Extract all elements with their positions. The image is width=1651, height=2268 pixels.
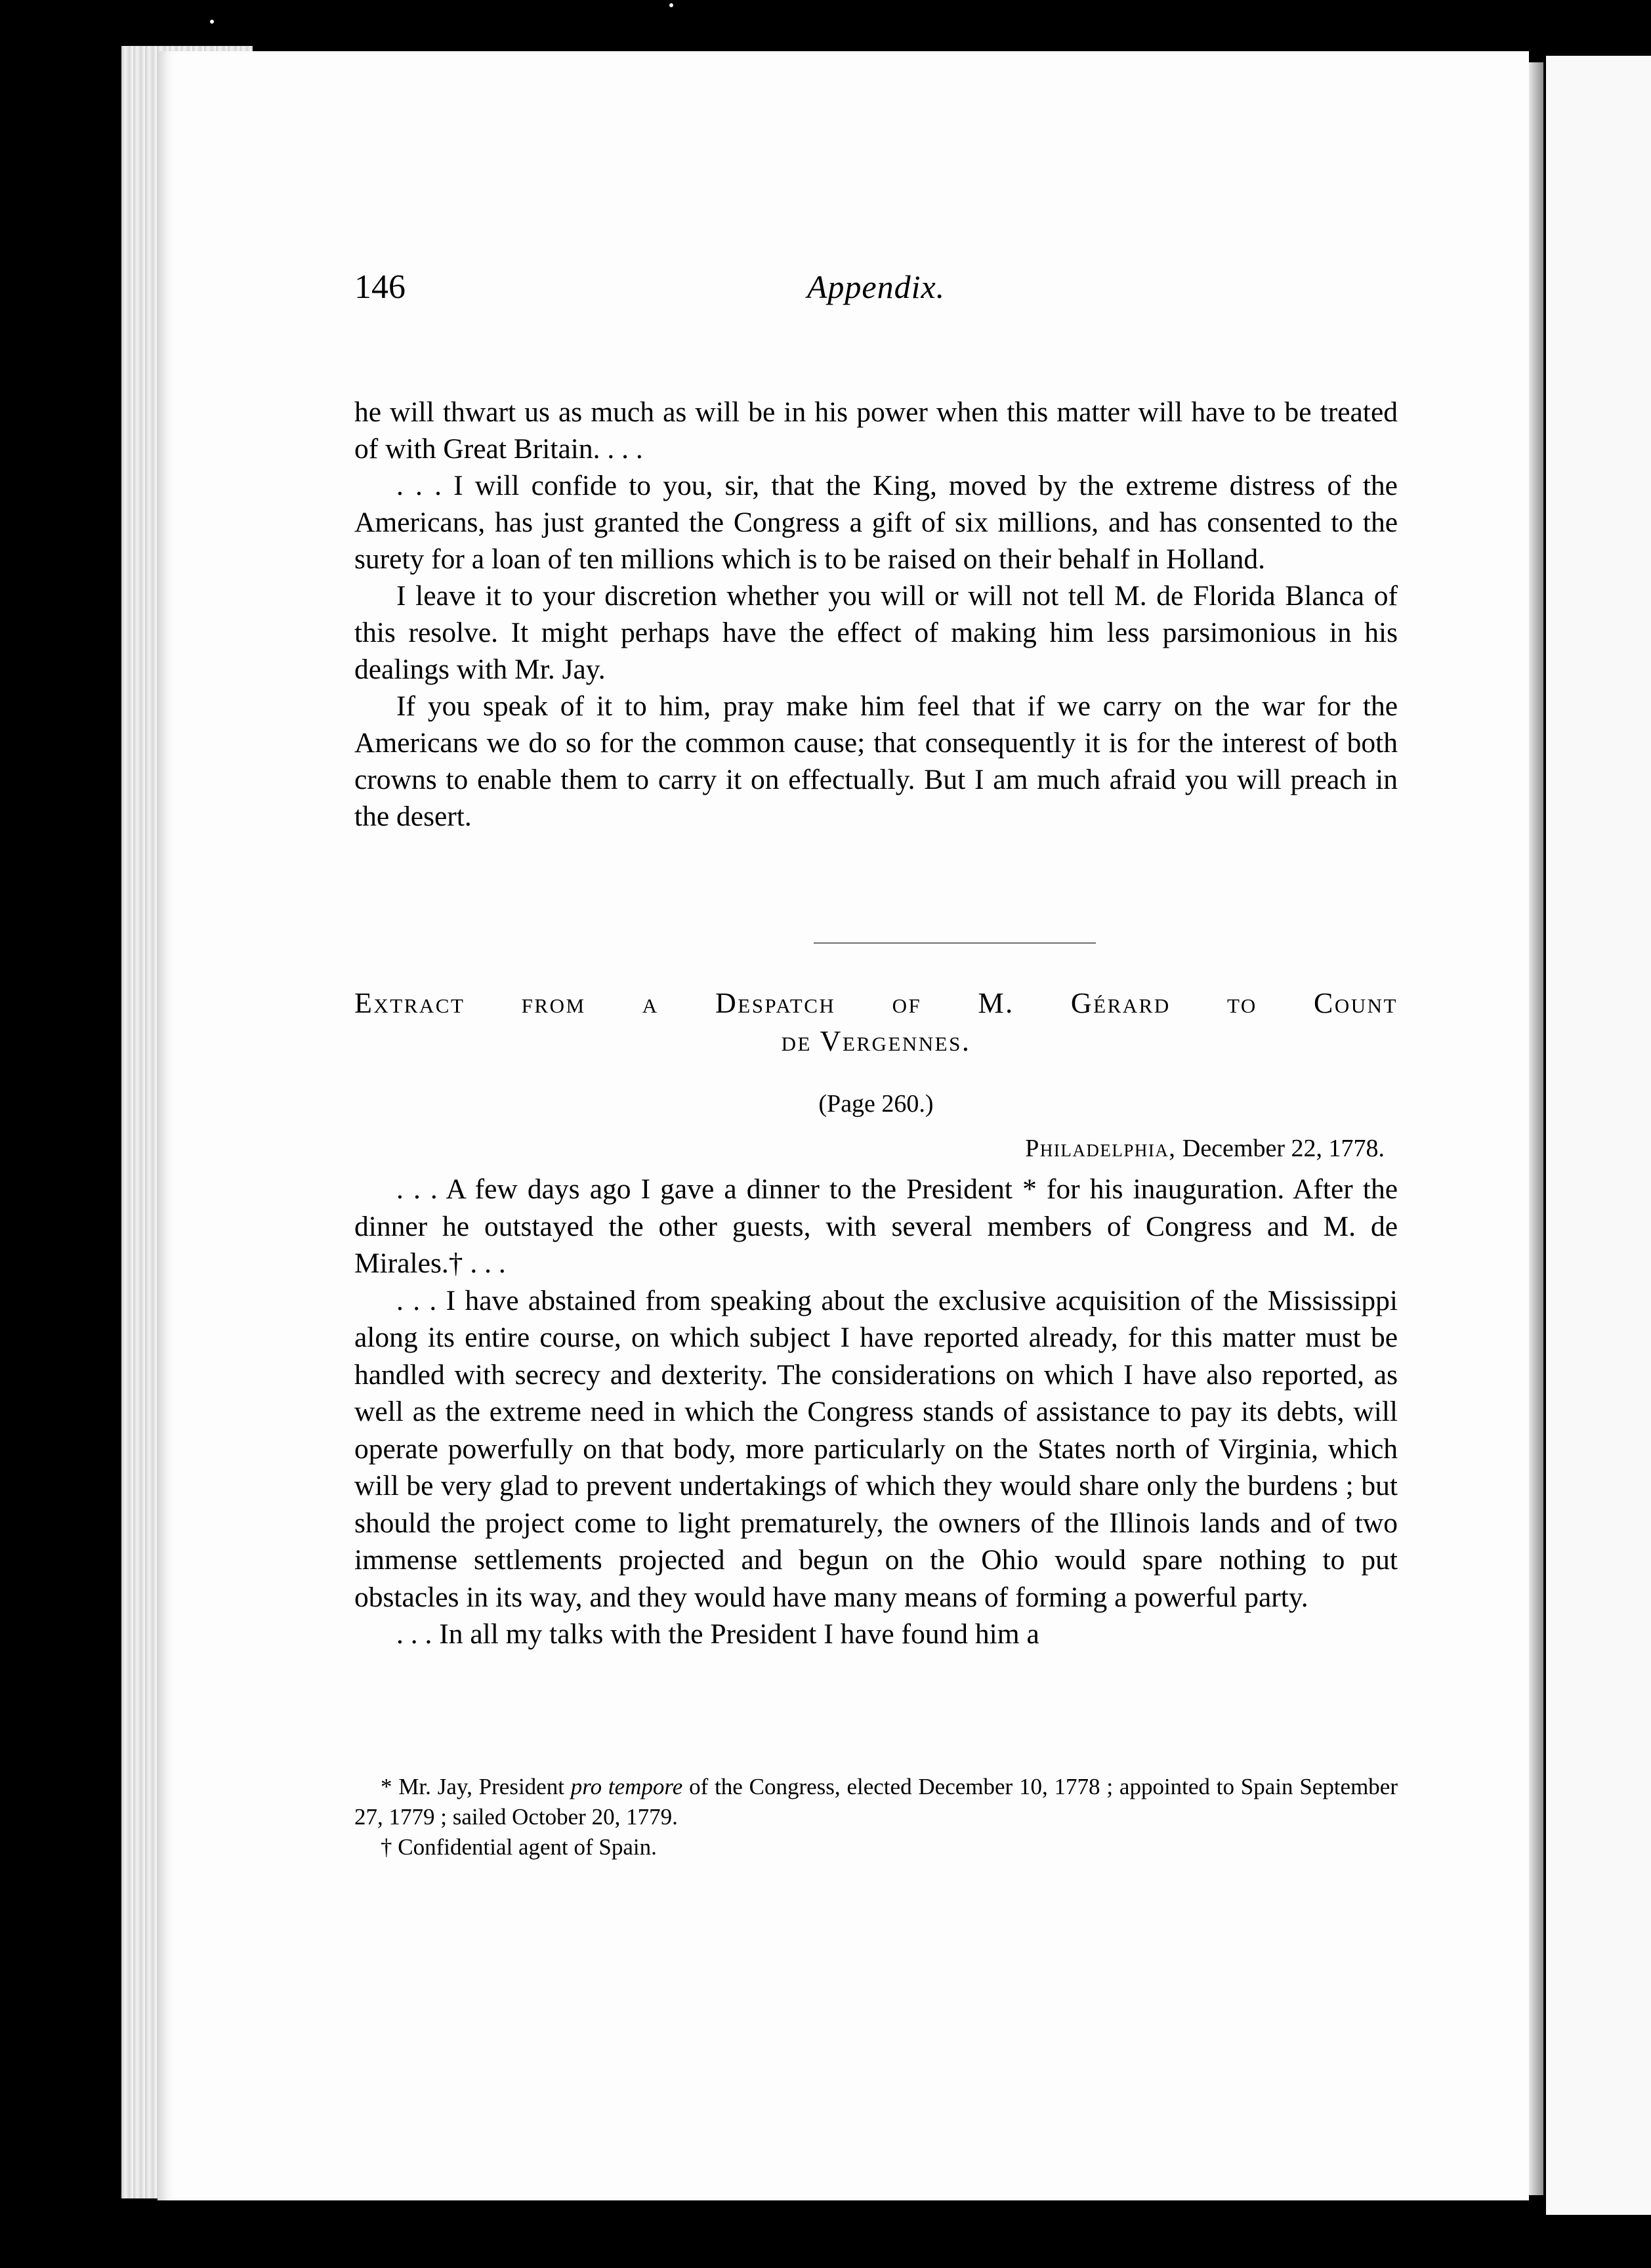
letter-text-block xyxy=(354,1171,1398,1653)
section-title xyxy=(354,984,1398,1060)
footnote-2: † Confidential agent of Spain. xyxy=(381,1834,657,1860)
paragraph: . . . A few days ago I gave a dinner to the President * for his inauguration. After the dinner he outstayed the other guests, with several members of Congress and M. de Mirales.† . . . xyxy=(354,1173,1398,1279)
paragraph: . . . I have abstained from speaking about the exclusive acquisition of the Mississippi along its entire course, on which subject I have reported already, for this matter must be handled with secrecy and dexterity. The considerations on which I have also reported, as well as the extreme need in which the Congress stands of assistance to pay its debts, will operate powerfully on that body, more particularly on the States north of Virginia, which will be very glad to prevent undertakings of which they would share only the burdens ; but should the project come to light prematurely, the owners of the Illinois lands and of two immense settlements projected and begun on the Ohio would spare nothing to put obstacles in its way, and they would have many means of forming a powerful party. xyxy=(354,1284,1398,1613)
paragraph: If you speak of it to him, pray make him feel that if we carry on the war for the Americans we do so for the common cause; that consequently it is for the interest of both crowns to enable them to carry it on effectually. But I am much afraid you will preach in the desert. xyxy=(354,690,1398,832)
section-divider-rule xyxy=(814,942,1096,944)
footnote-1 xyxy=(354,1772,1398,1832)
dateline-place: Philadelphia, xyxy=(1025,1135,1177,1162)
dateline xyxy=(354,1134,1385,1163)
footnote-1-text-end: of the Congress, elected December 10, 1778 ; appointed to Spain September 27, 1779 ; sailed October 20, 1779. xyxy=(354,1774,1398,1830)
scan-speck xyxy=(210,20,214,24)
dateline-date: December 22, 1778. xyxy=(1182,1135,1385,1162)
paragraph-continuation: he will thwart us as much as will be in his power when this matter will have to be treated of with Great Britain. . . . xyxy=(354,396,1398,465)
footnotes xyxy=(354,1772,1398,1862)
section-title-line-2: de Vergennes. xyxy=(781,1025,971,1057)
footnote-1-text: * Mr. Jay, President xyxy=(381,1774,571,1799)
facing-page-edge xyxy=(1546,56,1651,2215)
paragraph: . . . I will confide to you, sir, that the King, moved by the extreme distress of the Americans, has just granted the Congress a gift of six millions, and has consented to the surety for a loan of ten millions which is to be raised on their behalf in Holland. xyxy=(354,470,1398,575)
page-reference: (Page 260.) xyxy=(818,1090,934,1118)
footnote-1-italic: pro tempore xyxy=(570,1774,683,1799)
page-gutter-shadow xyxy=(1529,62,1543,2195)
paragraph: I leave it to your discretion whether you will or will not tell M. de Florida Blanca of this resolve. It might perhaps have the effect of making him less parsimonious in his dealings with Mr. Jay. xyxy=(354,580,1398,685)
paragraph: . . . In all my talks with the President I have found him a xyxy=(396,1618,1039,1650)
book-page xyxy=(157,51,1529,2200)
page-header xyxy=(354,268,1398,318)
running-head: Appendix. xyxy=(806,268,946,305)
top-text-block xyxy=(354,394,1398,835)
page-number: 146 xyxy=(354,268,406,306)
scan-speck xyxy=(669,3,673,7)
section-title-line-1: Extract from a Despatch of M. Gérard to Count xyxy=(354,987,1398,1019)
